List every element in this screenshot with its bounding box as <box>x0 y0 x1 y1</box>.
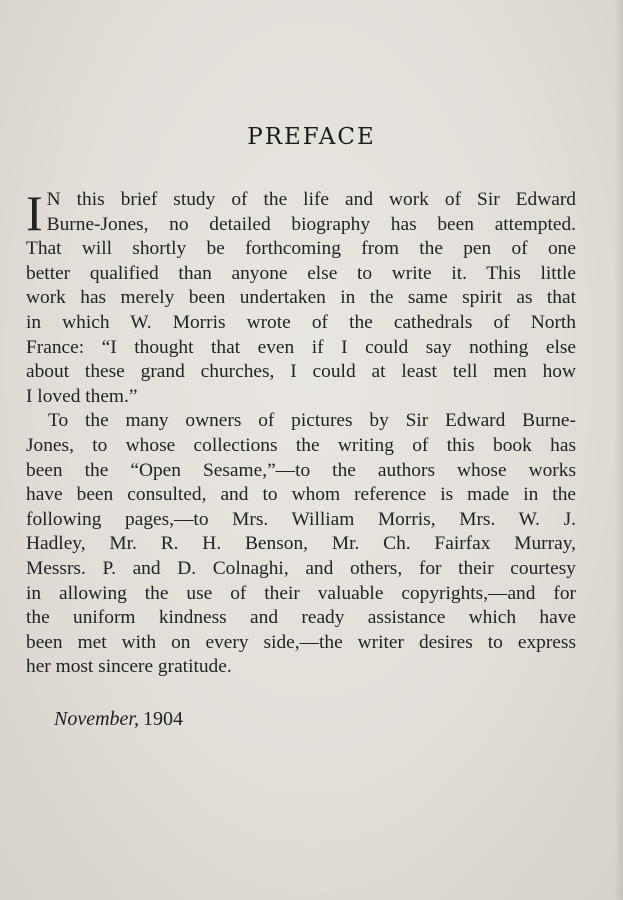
text-line: France: “I thought that even if I could say nothing else <box>26 336 576 358</box>
text-line: about these grand churches, I could at least tell men how <box>26 361 576 383</box>
preface-date <box>54 708 183 731</box>
drop-cap: I <box>26 185 43 241</box>
text-line: Jones, to whose collections the writing of this book has <box>26 434 576 456</box>
preface-body <box>26 185 576 680</box>
paragraph-1 <box>26 185 576 409</box>
text-line: have been consulted, and to whom reference is made in the <box>26 484 576 506</box>
page-title: PREFACE <box>247 124 376 150</box>
text-line: Messrs. P. and D. Colnaghi, and others, for their courtesy <box>26 557 576 579</box>
text-line: work has merely been undertaken in the same spirit as that <box>26 287 576 309</box>
date-month: November, <box>54 708 139 730</box>
text-line: in allowing the use of their valuable copyrights,—and for <box>26 582 576 604</box>
text-line: following pages,—to Mrs. William Morris, Mrs. W. J. <box>26 508 576 530</box>
text-line: in which W. Morris wrote of the cathedrals of North <box>26 311 576 333</box>
text-line: Hadley, Mr. R. H. Benson, Mr. Ch. Fairfax Murray, <box>26 533 576 555</box>
paragraph-2 <box>26 409 576 680</box>
text-line: been met with on every side,—the writer desires to express <box>26 631 576 653</box>
date-year: 1904 <box>142 708 183 730</box>
text-line: Burne-Jones, no detailed biography has been attempted. <box>46 213 576 235</box>
text-line: That will shortly be forthcoming from the pen of one <box>26 238 576 260</box>
text-line: her most sincere gratitude. <box>26 656 232 678</box>
text-line: better qualified than anyone else to write it. This little <box>26 262 576 284</box>
text-line: been the “Open Sesame,”—to the authors whose works <box>26 459 576 481</box>
text-line: N this brief study of the life and work of Sir Edward <box>46 189 576 210</box>
text-line: I loved them.” <box>26 385 138 407</box>
text-line: the uniform kindness and ready assistance which have <box>26 607 576 629</box>
text-line: To the many owners of pictures by Sir Edward Burne- <box>48 410 576 432</box>
